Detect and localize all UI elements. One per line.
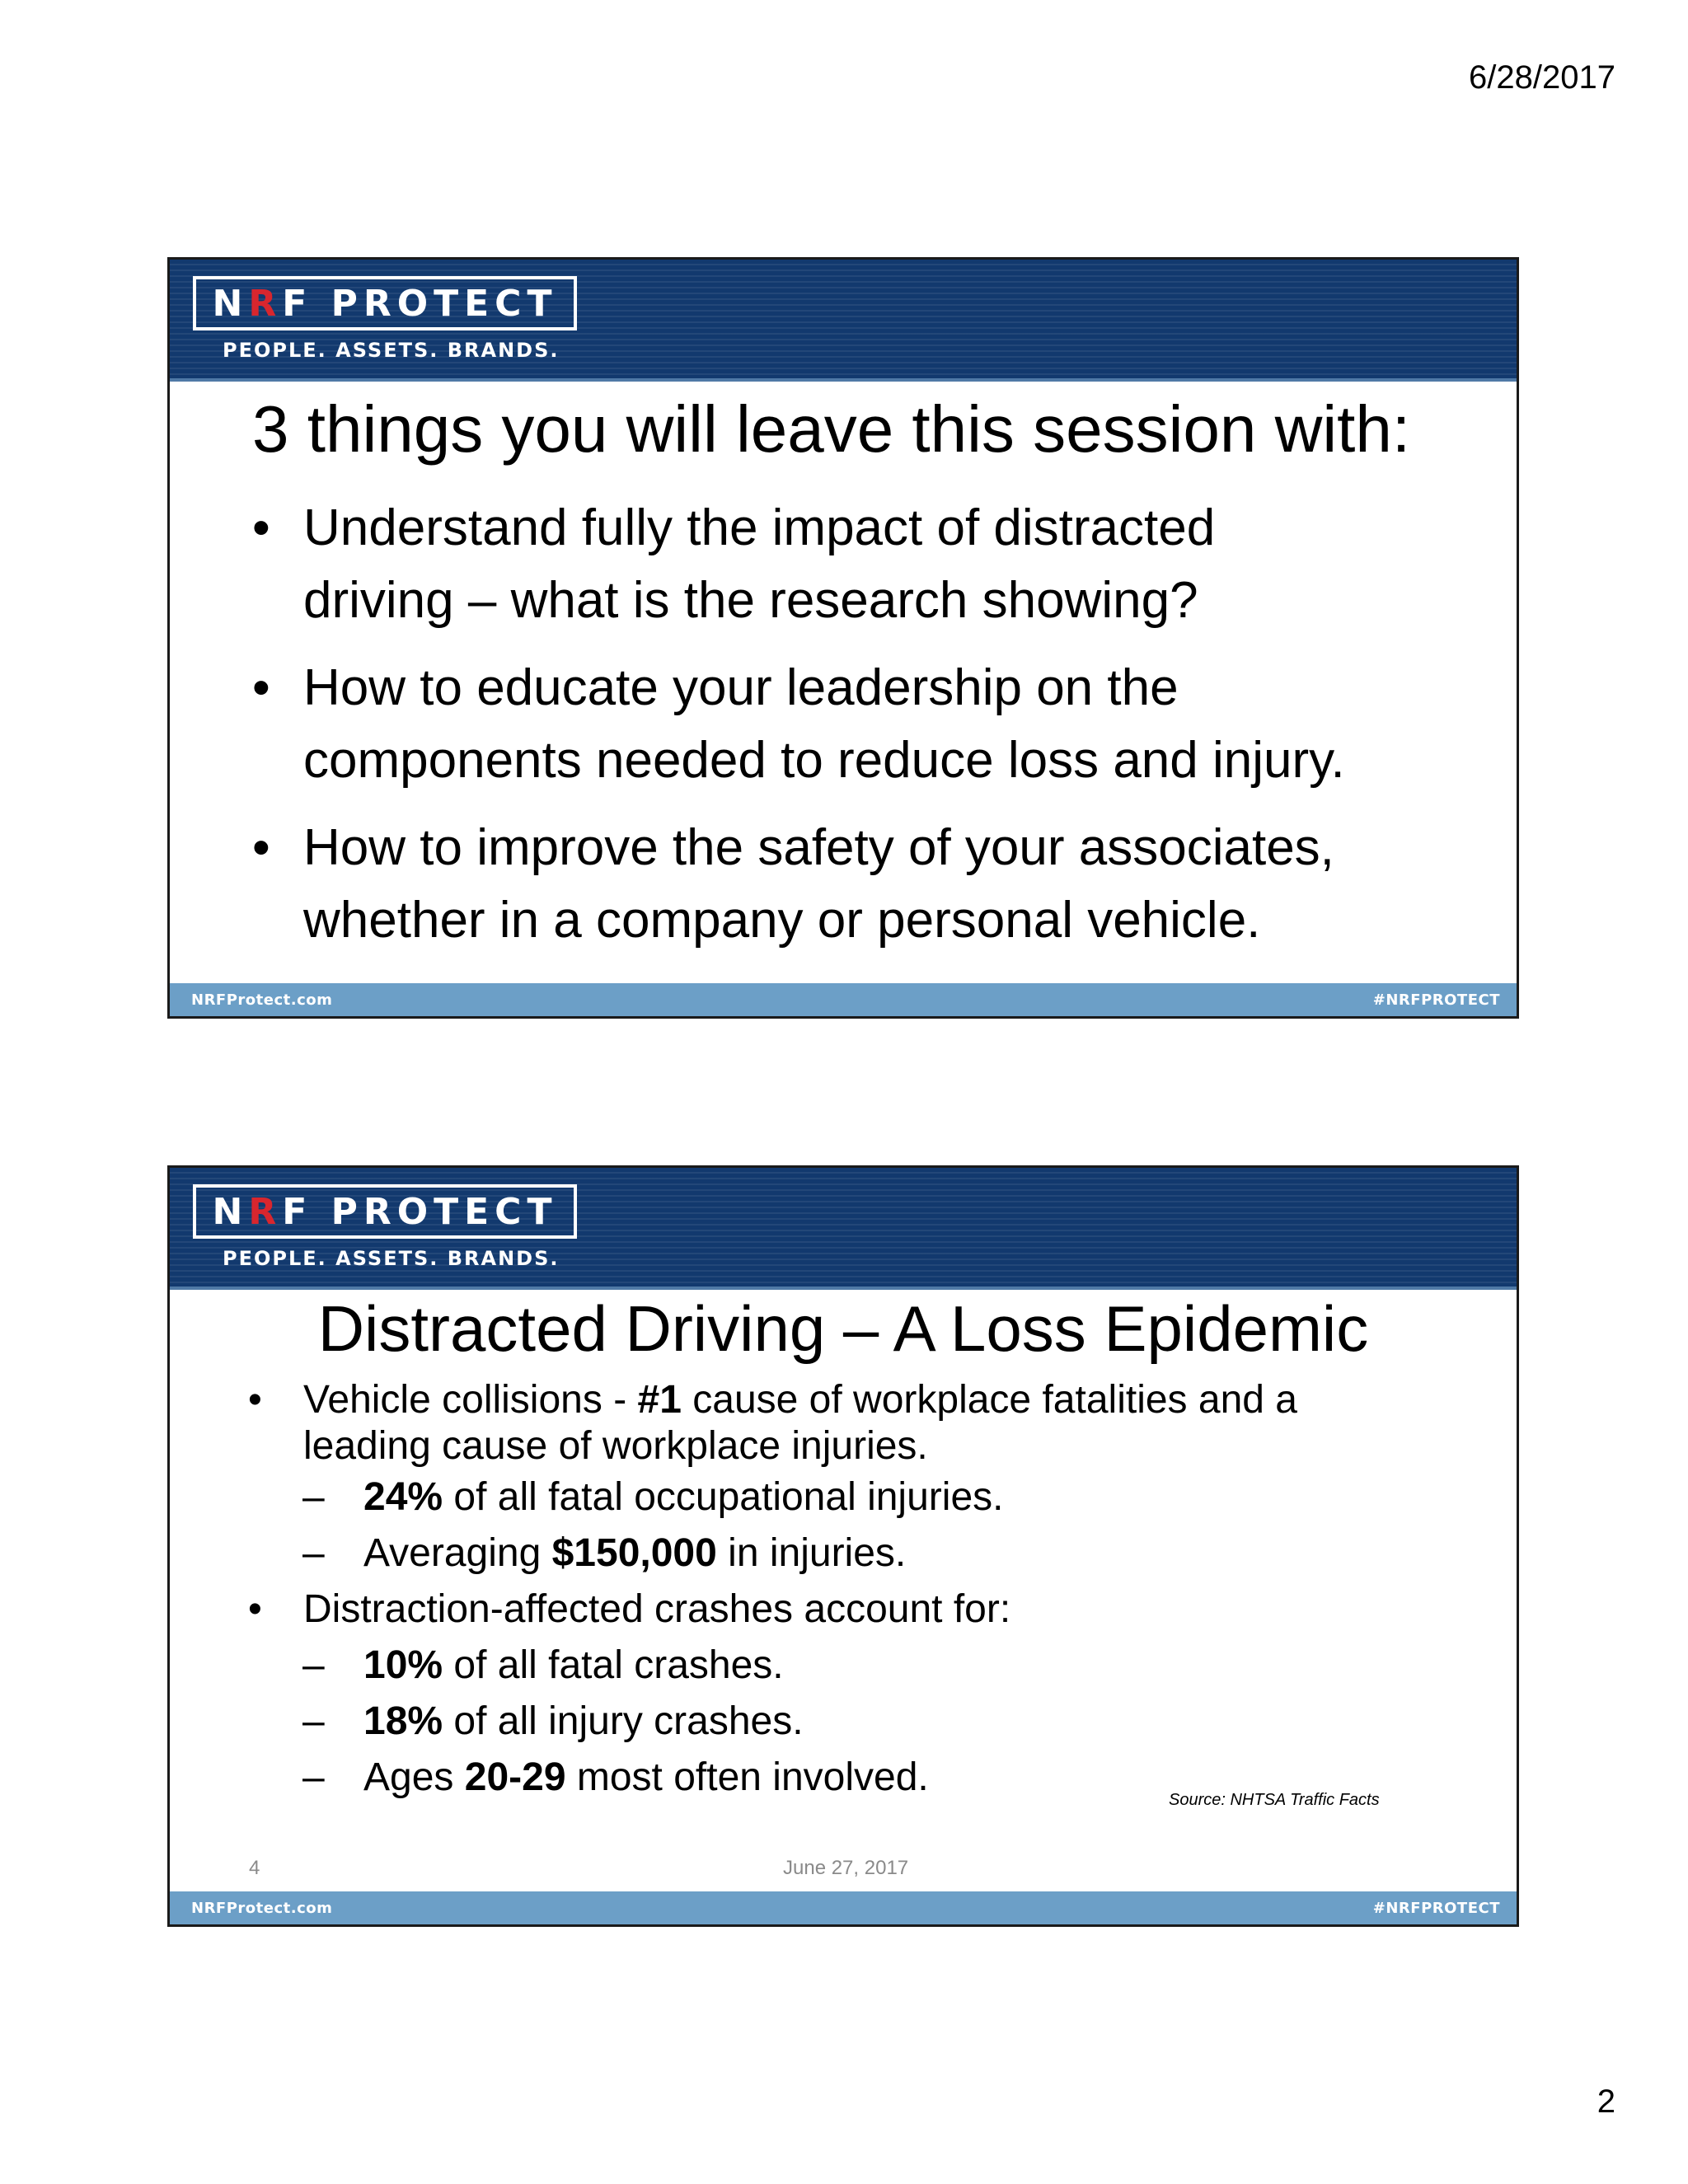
footer-hashtag: #NRFPROTECT <box>1372 1900 1500 1917</box>
slide-title: 3 things you will leave this session with: <box>252 392 1411 466</box>
slide-title: Distracted Driving – A Loss Epidemic <box>317 1292 1369 1365</box>
sub-list-item: – 18% of all injury crashes. <box>248 1694 1451 1750</box>
sub-list-item: – Averaging $150,000 in injuries. <box>248 1526 1451 1582</box>
dash-icon: – <box>302 1643 325 1687</box>
nrf-protect-logo: N R F PROTECT <box>193 1184 577 1239</box>
bullet-icon: • <box>252 819 270 876</box>
list-item: • How to improve the safety of your associates, whether in a company or personal vehicle. <box>252 812 1472 957</box>
slide-date: June 27, 2017 <box>783 1857 909 1879</box>
bullet-icon: • <box>252 659 270 716</box>
logo-tagline: PEOPLE. ASSETS. BRANDS. <box>223 1247 560 1270</box>
list-item: • Distraction-affected crashes account for: <box>248 1582 1451 1638</box>
footer-hashtag: #NRFPROTECT <box>1372 991 1500 1009</box>
sub-list-item: – 10% of all fatal crashes. <box>248 1638 1451 1694</box>
slide-number: 4 <box>249 1857 260 1879</box>
source-note: Source: NHTSA Traffic Facts <box>1169 1791 1380 1809</box>
bullet-icon: • <box>248 1587 262 1631</box>
dash-icon: – <box>302 1755 325 1799</box>
slide-2 <box>167 1165 1519 1927</box>
slide-footer-bar <box>170 983 1517 1016</box>
sub-list-item: – 24% of all fatal occupational injuries. <box>248 1469 1451 1526</box>
page-number: 2 <box>1597 2083 1615 2120</box>
list-item: • Vehicle collisions - #1 cause of workplace fatalities and a leading cause of workplace injuries. <box>248 1378 1297 1468</box>
list-item: • Understand fully the impact of distracted driving – what is the research showing? <box>252 492 1472 637</box>
footer-website: NRFProtect.com <box>191 991 333 1009</box>
slide-1 <box>167 257 1519 1019</box>
slide-body <box>248 1377 1451 1806</box>
footer-website: NRFProtect.com <box>191 1900 333 1917</box>
logo-tagline: PEOPLE. ASSETS. BRANDS. <box>223 339 560 362</box>
bullet-icon: • <box>248 1378 262 1422</box>
bullet-icon: • <box>252 499 270 556</box>
slide-header-banner <box>170 1168 1517 1290</box>
bullet-list <box>252 492 1472 972</box>
slide-footer-bar <box>170 1891 1517 1924</box>
slide-header-banner <box>170 260 1517 382</box>
dash-icon: – <box>302 1475 325 1519</box>
dash-icon: – <box>302 1699 325 1743</box>
page-date: 6/28/2017 <box>1469 59 1615 96</box>
sub-list-item: – Ages 20-29 most often involved. <box>248 1750 1451 1806</box>
nrf-protect-logo: N R F PROTECT <box>193 276 577 330</box>
list-item: • How to educate your leadership on the components needed to reduce loss and injury. <box>252 652 1472 797</box>
dash-icon: – <box>302 1531 325 1575</box>
